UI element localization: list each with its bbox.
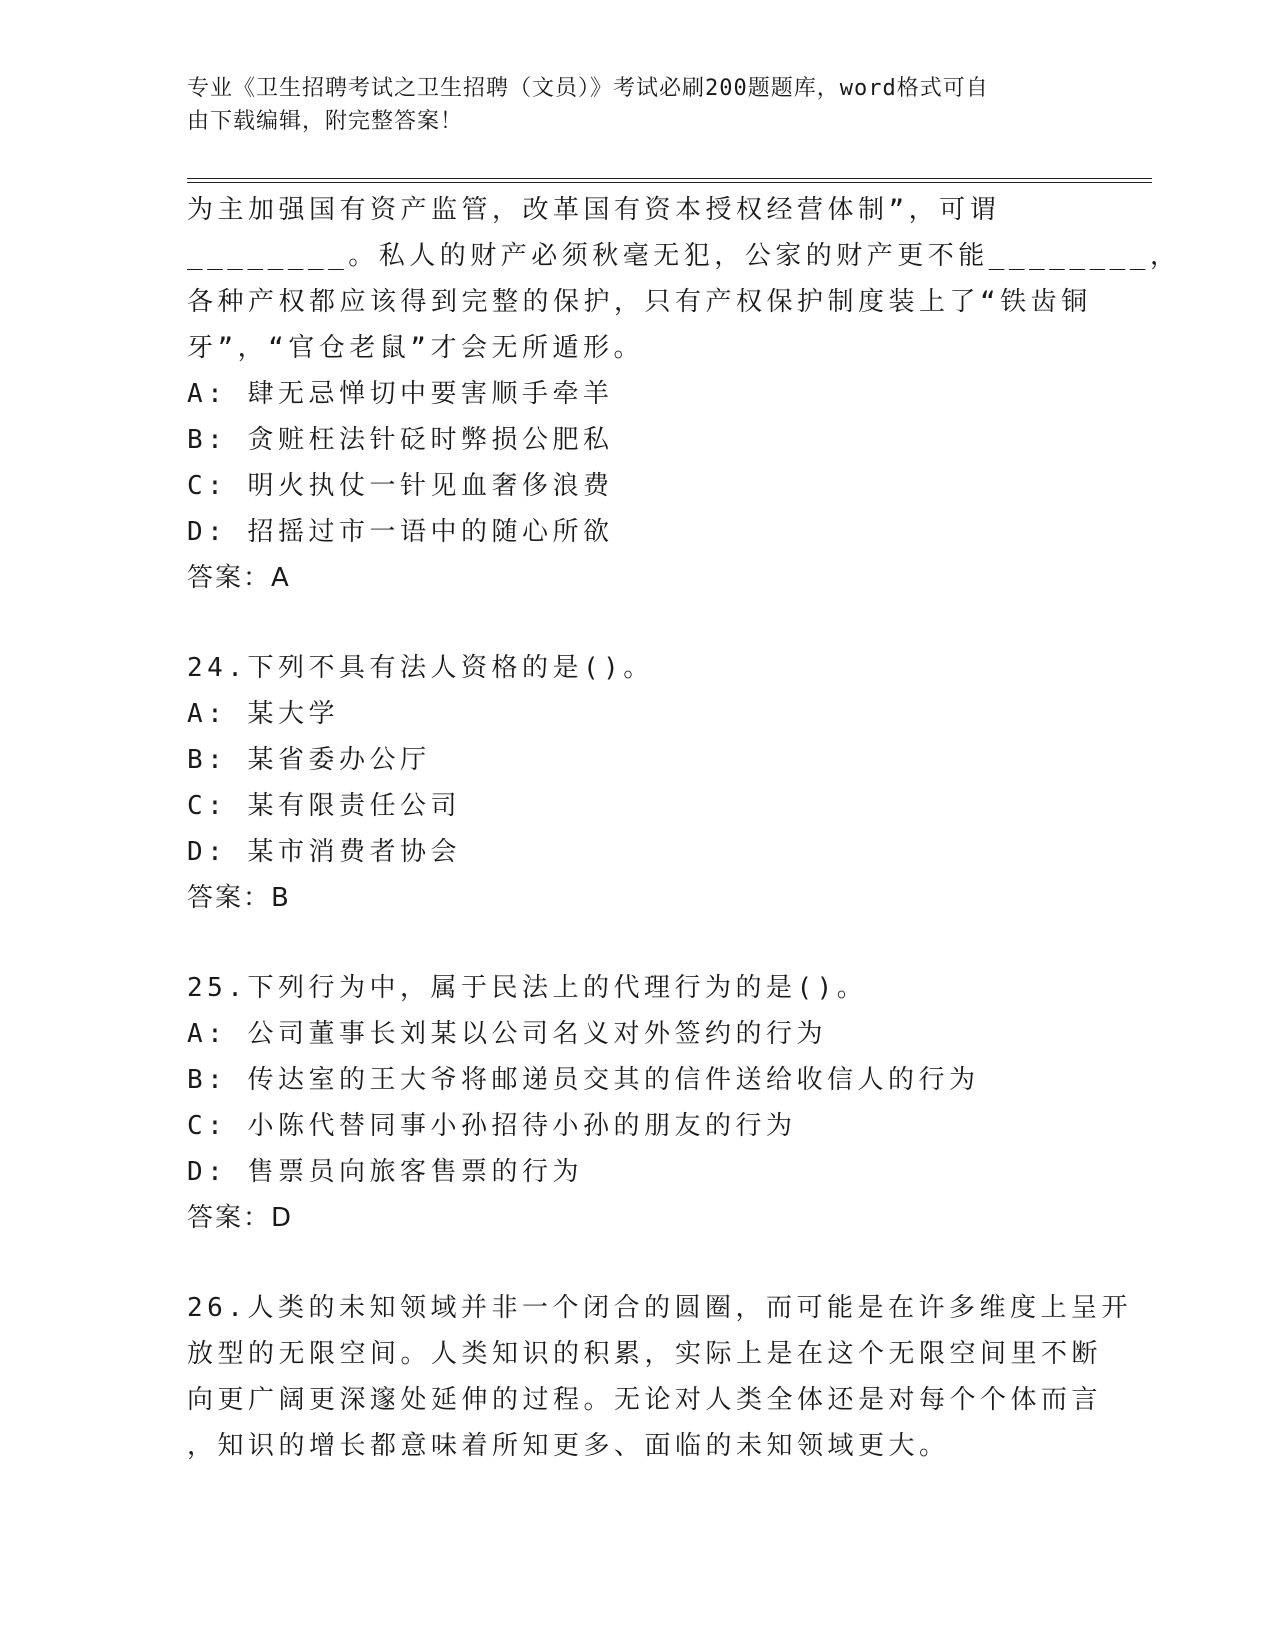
option-a: A: 公司董事长刘某以公司名义对外签约的行为	[187, 1019, 827, 1049]
question-block	[187, 965, 1087, 1241]
question-text-line: 放型的无限空间。人类知识的积累，实际上是在这个无限空间里不断	[187, 1339, 1103, 1369]
question-text-line: ，知识的增长都意味着所知更多、面临的未知领域更大。	[187, 1431, 950, 1461]
option-b: B: 某省委办公厅	[187, 745, 431, 775]
question-text-line: 各种产权都应该得到完整的保护，只有产权保护制度装上了“铁齿铜	[187, 287, 1092, 317]
question-text-line: ________。私人的财产必须秋毫无犯，公家的财产更不能________，	[187, 241, 1181, 271]
question-text-line: 24.下列不具有法人资格的是()。	[187, 653, 654, 683]
block-spacer	[187, 921, 1087, 965]
option-d: D: 某市消费者协会	[187, 837, 461, 867]
option-c: C: 某有限责任公司	[187, 791, 461, 821]
option-b: B: 贪赃枉法针砭时弊损公肥私	[187, 425, 614, 455]
question-block	[187, 645, 1087, 921]
header-double-rule	[187, 178, 1152, 183]
question-text-line: 26.人类的未知领域并非一个闭合的圆圈，而可能是在许多维度上呈开	[187, 1293, 1132, 1323]
question-content	[187, 187, 1181, 1469]
question-text-line: 牙”，“官仓老鼠”才会无所遁形。	[187, 333, 644, 363]
option-c: C: 明火执仗一针见血奢侈浪费	[187, 471, 614, 501]
option-a: A: 肆无忌惮切中要害顺手牵羊	[187, 379, 614, 409]
question-text-line: 向更广阔更深邃处延伸的过程。无论对人类全体还是对每个个体而言	[187, 1385, 1103, 1415]
question-block	[187, 187, 1181, 601]
option-a: A: 某大学	[187, 699, 339, 729]
option-b: B: 传达室的王大爷将邮递员交其的信件送给收信人的行为	[187, 1065, 980, 1095]
answer-line: 答案：A	[187, 563, 291, 593]
question-block	[187, 1285, 1132, 1469]
header-title-line: 由下载编辑，附完整答案！	[187, 109, 464, 134]
option-d: D: 售票员向旅客售票的行为	[187, 1157, 583, 1187]
option-d: D: 招摇过市一语中的随心所欲	[187, 517, 614, 547]
block-spacer	[187, 1241, 1087, 1285]
answer-line: 答案：D	[187, 1203, 294, 1233]
page-header	[187, 72, 1067, 138]
question-text-line: 25.下列行为中，属于民法上的代理行为的是()。	[187, 973, 868, 1003]
option-c: C: 小陈代替同事小孙招待小孙的朋友的行为	[187, 1111, 797, 1141]
header-title-line: 专业《卫生招聘考试之卫生招聘（文员）》考试必刷200题题库，word格式可自	[187, 76, 989, 101]
block-spacer	[187, 601, 1087, 645]
question-text-line: 为主加强国有资产监管，改革国有资本授权经营体制”，可谓	[187, 195, 1001, 225]
answer-line: 答案：B	[187, 883, 291, 913]
